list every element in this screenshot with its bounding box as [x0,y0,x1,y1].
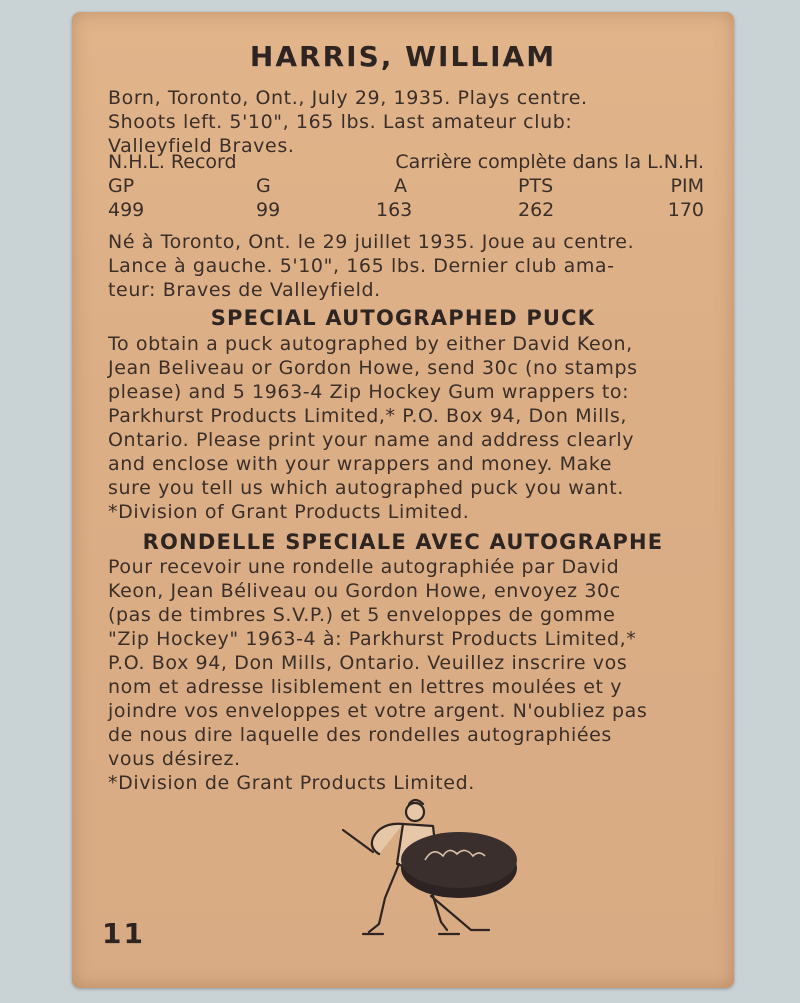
record-label-english: N.H.L. Record [108,151,237,173]
record-headers-row [108,174,704,198]
record-labels-row [108,150,704,174]
stat-header: PTS [518,175,554,197]
offer-body-english: To obtain a puck autographed by either David Keon, Jean Beliveau or Gordon Howe, send 30c (no stamps please) and 5 1963-4 Zip Hockey Gum wrappers to: Parkhurst Products Limited,* P.O. Box 94, Don Mills, Ontario. Please print your name and address clearly and enclose with your wrappers and money. Make sure you tell us which autographed puck you want. *Division of Grant Products Limited. [108,333,638,523]
record-label-french: Carrière complète dans la L.N.H. [395,151,704,173]
offer-heading-french: RONDELLE SPECIALE AVEC AUTOGRAPHE [142,530,664,554]
stat-value: 99 [256,199,281,221]
stat-value: 163 [376,199,413,221]
stat-header: A [394,175,407,197]
bio-english: Born, Toronto, Ont., July 29, 1935. Plays centre. Shoots left. 5'10", 165 lbs. Last amateur club: Valleyfield Braves. [108,87,588,157]
offer-heading-english: SPECIAL AUTOGRAPHED PUCK [210,306,596,330]
stat-value: 262 [518,199,555,221]
stat-value: 499 [108,199,145,221]
bio-french: Né à Toronto, Ont. le 29 juillet 1935. Joue au centre. Lance à gauche. 5'10", 165 lbs. Dernier club ama- teur: Braves de Valleyfield. [108,231,635,301]
player-name: HARRIS, WILLIAM [249,40,557,73]
offer-body-french: Pour recevoir une rondelle autographiée par David Keon, Jean Béliveau ou Gordon Howe, envoyez 30c (pas de timbres S.V.P.) et 5 enveloppes de gomme "Zip Hockey" 1963-4 à: Parkhurst Products Limited,* P.O. Box 94, Don Mills, Ontario. Veuillez inscrire vos nom et adresse lisiblement en lettres moulées et y joindre vos enveloppes et votre argent. N'oubliez pas de nous dire laquelle des rondelles autographiées vous désirez. *Division de Grant Products Limited. [108,556,648,794]
card-back [72,12,734,988]
stat-header: G [256,175,271,197]
card-number: 11 [102,917,145,950]
hockey-player-with-puck-icon [327,794,522,954]
stat-value: 170 [667,199,704,221]
stat-header: PIM [670,175,704,197]
record-values-row [108,198,704,222]
stat-header: GP [108,175,135,197]
